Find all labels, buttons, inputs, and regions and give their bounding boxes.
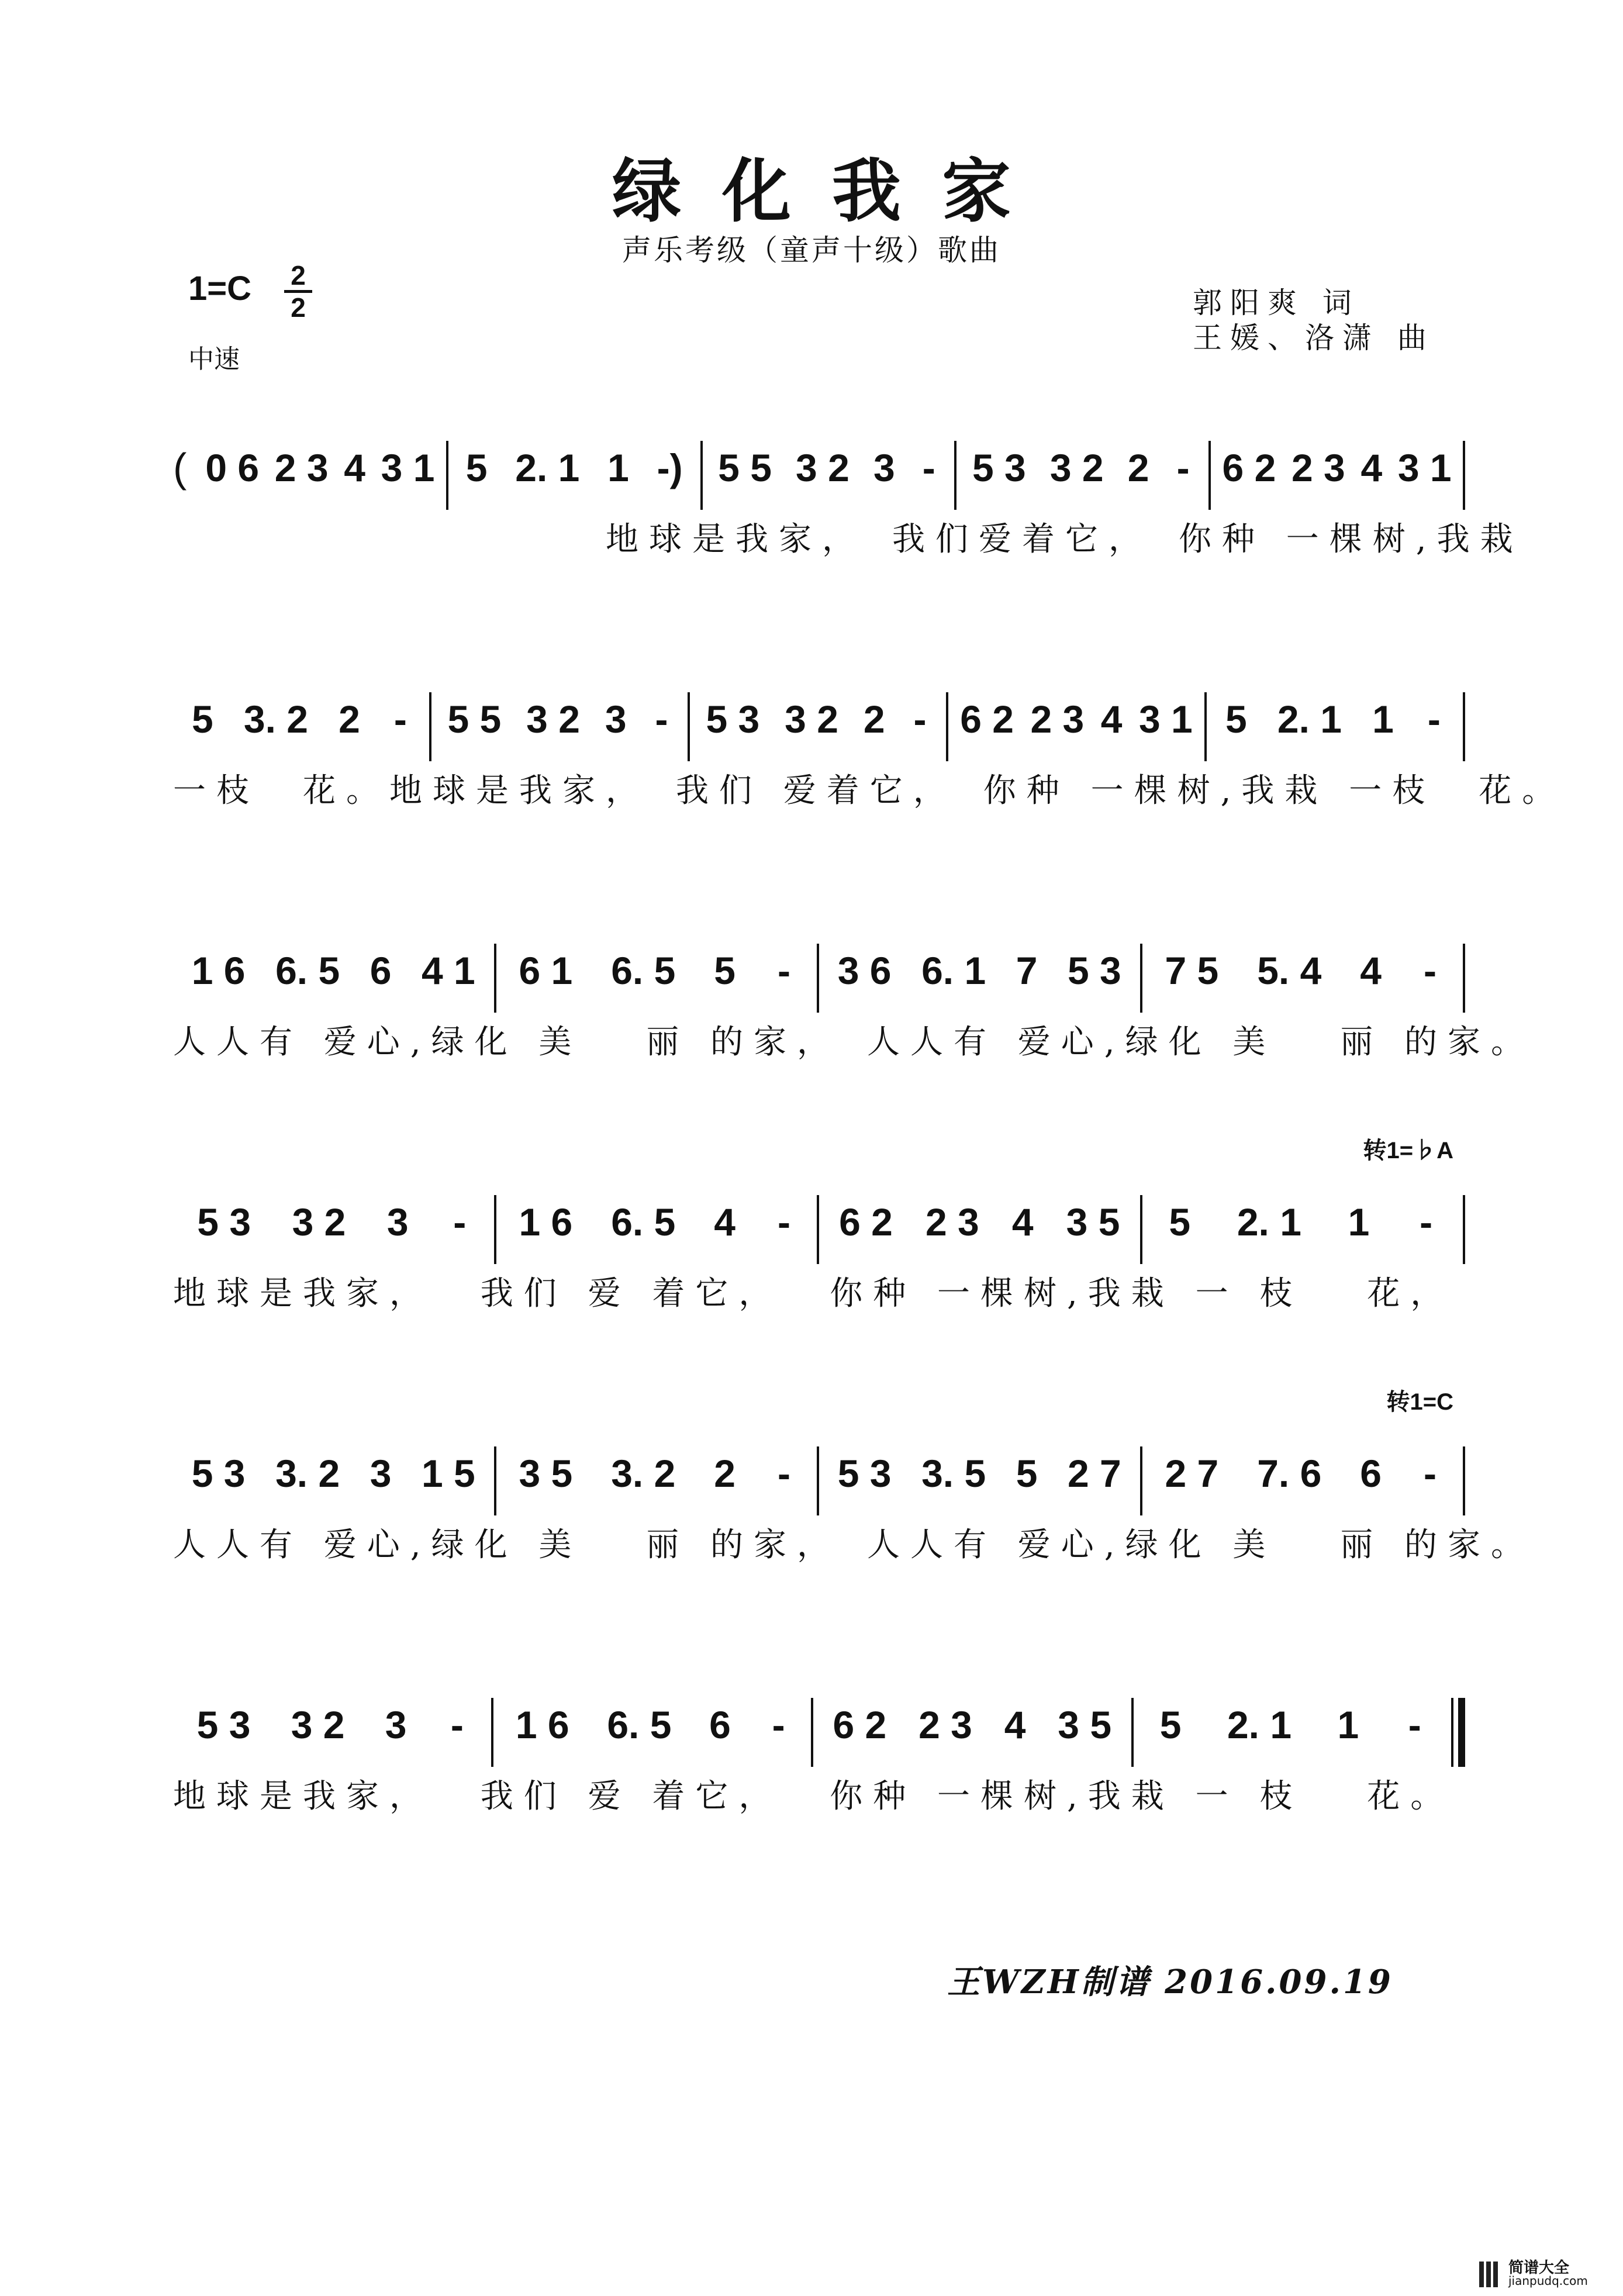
barline — [1463, 692, 1465, 761]
intro-open-paren: ( — [173, 445, 187, 491]
score-system — [173, 678, 1566, 819]
note-group: 6 2 — [1222, 446, 1276, 489]
note-group: 2 3 — [274, 446, 329, 489]
note-group: 3 — [873, 446, 895, 489]
note-group: 3. 2 — [243, 698, 308, 741]
note-group: 4 — [1004, 1703, 1026, 1746]
note-group: 3. 5 — [921, 1452, 986, 1495]
measure — [819, 1432, 1140, 1514]
note-group: 6 — [709, 1703, 731, 1746]
score-system — [173, 930, 1535, 1070]
piano-keys-icon — [1479, 2262, 1504, 2287]
note-group: 3 — [605, 698, 627, 741]
note-group: - — [772, 1703, 785, 1746]
measure — [948, 678, 1204, 760]
note-group: 4 — [714, 1200, 736, 1244]
note-group: 3 2 — [291, 1703, 345, 1746]
note-group: 5 — [192, 698, 213, 741]
note-group: 5 — [1016, 1452, 1038, 1495]
score-system — [173, 1138, 1465, 1321]
notes-row — [173, 427, 1465, 509]
key-change-marking: 转1=♭A — [1363, 1138, 1453, 1163]
note-group: 4 — [1360, 446, 1383, 489]
note-group: 5 3 — [196, 1703, 251, 1746]
note-group: 3 2 — [526, 698, 580, 741]
note-group: 6. 1 — [921, 949, 986, 992]
measure — [819, 930, 1140, 1011]
measure — [690, 678, 946, 760]
note-group: - — [450, 1703, 464, 1746]
note-group: 1 6 — [191, 949, 246, 992]
note-group: 4 — [344, 446, 365, 489]
note-group: 3 5 — [519, 1452, 573, 1495]
key-signature: 1=C — [188, 270, 252, 308]
note-group: 3 1 — [1138, 698, 1193, 741]
measure — [703, 427, 955, 509]
note-group: 5 3 — [972, 446, 1026, 489]
measure — [1142, 930, 1463, 1011]
measure — [173, 678, 429, 760]
note-group: 2 3 — [925, 1200, 979, 1244]
barline — [1463, 441, 1465, 510]
tempo-marking: 中速 — [188, 344, 240, 374]
time-signature-bottom: 2 — [291, 292, 306, 323]
note-group: 2 — [714, 1452, 736, 1495]
note-group: 3 2 — [785, 698, 838, 741]
note-group: 7. 6 — [1257, 1452, 1322, 1495]
note-group: 2. 1 — [1237, 1200, 1301, 1244]
notes-row — [173, 1432, 1465, 1514]
note-group: 2 3 — [1030, 698, 1085, 741]
final-barline — [1451, 1698, 1465, 1767]
measure — [1211, 427, 1463, 509]
time-signature — [282, 262, 315, 321]
note-group: 5. 4 — [1257, 949, 1322, 992]
measure — [819, 1181, 1140, 1263]
notes-row — [173, 678, 1465, 760]
site-logo[interactable] — [1479, 2257, 1619, 2292]
note-group: 3 6 — [837, 949, 892, 992]
note-group: 2 7 — [1165, 1452, 1219, 1495]
note-group: 4 — [1360, 949, 1382, 992]
measure — [956, 427, 1208, 509]
note-group: 3 — [386, 1200, 409, 1244]
lyrics-line: 地球是我家， 我们 爱 着它， 你种 一棵树,我栽 一 枝 花。 — [173, 1777, 1454, 1815]
note-group: 5 — [714, 949, 736, 992]
note-group: - — [655, 698, 668, 741]
barline — [1463, 1446, 1465, 1515]
note-group: 5 5 — [718, 446, 772, 489]
note-group: 4 — [1011, 1200, 1034, 1244]
notes-row — [173, 930, 1465, 1011]
barline — [1463, 944, 1465, 1013]
measure — [194, 427, 446, 509]
note-group: - — [1420, 1200, 1433, 1244]
note-group: 1 5 — [421, 1452, 475, 1495]
note-group: 3 5 — [1066, 1200, 1120, 1244]
note-group: 1 — [1372, 698, 1394, 741]
note-group: 2 3 — [1291, 446, 1345, 489]
note-group: 0 6 — [205, 446, 260, 489]
note-group: 6. 5 — [611, 1200, 676, 1244]
note-group: 3 5 — [1058, 1703, 1112, 1746]
note-group: 2 — [863, 698, 885, 741]
measure — [173, 1684, 491, 1766]
score-system — [173, 1684, 1465, 1824]
note-group: - — [1427, 698, 1441, 741]
lyrics-line: 地球是我家， 我们 爱 着它， 你种 一棵树,我栽 一 枝 花， — [173, 1275, 1454, 1313]
time-signature-top: 2 — [291, 260, 306, 291]
note-group: - — [393, 698, 407, 741]
note-group: 5 5 — [447, 698, 502, 741]
lyrics-line: 一枝 花。地球是我家， 我们 爱着它， 你种 一棵树,我栽 一枝 花。 — [173, 772, 1566, 810]
key-change-marking: 转1=C — [1386, 1389, 1453, 1415]
note-group: 6 2 — [833, 1703, 887, 1746]
measure — [1142, 1181, 1463, 1263]
lyrics-line: 地球是我家， 我们爱着它， 你种 一棵树,我栽 — [173, 520, 1524, 558]
note-group: 2. 1 — [1277, 698, 1342, 741]
note-group: 1 6 — [515, 1703, 569, 1746]
note-group: 5 — [465, 446, 488, 489]
note-group: - — [1424, 1452, 1436, 1495]
note-group: 3. 2 — [275, 1452, 340, 1495]
measure — [496, 930, 817, 1011]
measure — [496, 1432, 817, 1514]
note-group: - — [778, 1200, 790, 1244]
note-group: 1 — [607, 446, 629, 489]
notes-row — [173, 1181, 1465, 1263]
note-group: 6. 5 — [275, 949, 340, 992]
note-group: 7 — [1016, 949, 1038, 992]
note-group: 6. 5 — [611, 949, 676, 992]
note-group: 3 2 — [292, 1200, 346, 1244]
measure — [173, 1432, 494, 1514]
note-group: 3 1 — [1397, 446, 1452, 489]
lyrics-line: 人人有 爱心,绿化 美 丽 的家， 人人有 爱心,绿化 美 丽 的家。 — [173, 1526, 1535, 1564]
score-system — [173, 427, 1524, 567]
note-group: 2 3 — [918, 1703, 972, 1746]
note-group: 5 3 — [837, 1452, 892, 1495]
logo-url: jianpudq.com — [1508, 2274, 1588, 2288]
note-group: 2 — [1127, 446, 1149, 489]
note-group: 6. 5 — [607, 1703, 672, 1746]
note-group: - — [778, 949, 790, 992]
note-group: 3 — [385, 1703, 407, 1746]
measure — [173, 1181, 494, 1263]
measure — [1207, 678, 1463, 760]
note-group: 5 — [1169, 1200, 1191, 1244]
notes-row — [173, 1684, 1465, 1766]
note-group: 4 1 — [421, 949, 475, 992]
note-group: - — [922, 446, 935, 489]
note-group: 3 2 — [1049, 446, 1104, 489]
measure — [496, 1181, 817, 1263]
note-group: -) — [657, 446, 683, 489]
lyricist-credit: 郭阳爽 词 — [1193, 286, 1360, 320]
transcriber-signature: 王WZH制谱 2016.09.19 — [947, 1963, 1393, 2001]
note-group: 2 — [339, 698, 360, 741]
note-group: 5 — [1159, 1703, 1182, 1746]
note-group: 6 — [370, 949, 392, 992]
composer-credit: 王媛、洛潇 曲 — [1193, 321, 1435, 355]
note-group: 6 1 — [519, 949, 573, 992]
song-subtitle: 声乐考级（童声十级）歌曲 — [622, 233, 1001, 267]
note-group: 3 2 — [796, 446, 850, 489]
note-group: 7 5 — [1165, 949, 1219, 992]
note-group: - — [778, 1452, 790, 1495]
note-group: 2. 1 — [1227, 1703, 1292, 1746]
note-group: 4 — [1100, 698, 1123, 741]
note-group: - — [913, 698, 927, 741]
note-group: 3. 2 — [611, 1452, 676, 1495]
note-group: - — [1408, 1703, 1421, 1746]
note-group: 6 2 — [960, 698, 1014, 741]
note-group: 5 3 — [706, 698, 760, 741]
note-group: - — [1176, 446, 1190, 489]
note-group: 6 — [1360, 1452, 1382, 1495]
note-group: 5 3 — [1067, 949, 1121, 992]
measure — [431, 678, 688, 760]
measure — [448, 427, 700, 509]
note-group: 3 1 — [381, 446, 435, 489]
note-group: 1 — [1337, 1703, 1359, 1746]
measure — [493, 1684, 811, 1766]
note-group: 1 — [1348, 1200, 1370, 1244]
note-group: 2 7 — [1067, 1452, 1121, 1495]
measure — [813, 1684, 1131, 1766]
song-title: 绿化我家 — [612, 150, 1052, 232]
note-group: 2. 1 — [515, 446, 580, 489]
measure — [173, 930, 494, 1011]
lyrics-line: 人人有 爱心,绿化 美 丽 的家， 人人有 爱心,绿化 美 丽 的家。 — [173, 1023, 1535, 1061]
score-system — [173, 1389, 1535, 1573]
measure — [1142, 1432, 1463, 1514]
barline — [1463, 1195, 1465, 1264]
note-group: - — [453, 1200, 467, 1244]
note-group: 5 3 — [191, 1452, 246, 1495]
note-group: 5 — [1225, 698, 1247, 741]
note-group: 3 — [370, 1452, 392, 1495]
note-group: 5 3 — [197, 1200, 251, 1244]
logo-name: 简谱大全 — [1508, 2259, 1570, 2277]
note-group: 6 2 — [839, 1200, 893, 1244]
measure — [1134, 1684, 1452, 1766]
note-group: 1 6 — [519, 1200, 573, 1244]
note-group: - — [1424, 949, 1436, 992]
